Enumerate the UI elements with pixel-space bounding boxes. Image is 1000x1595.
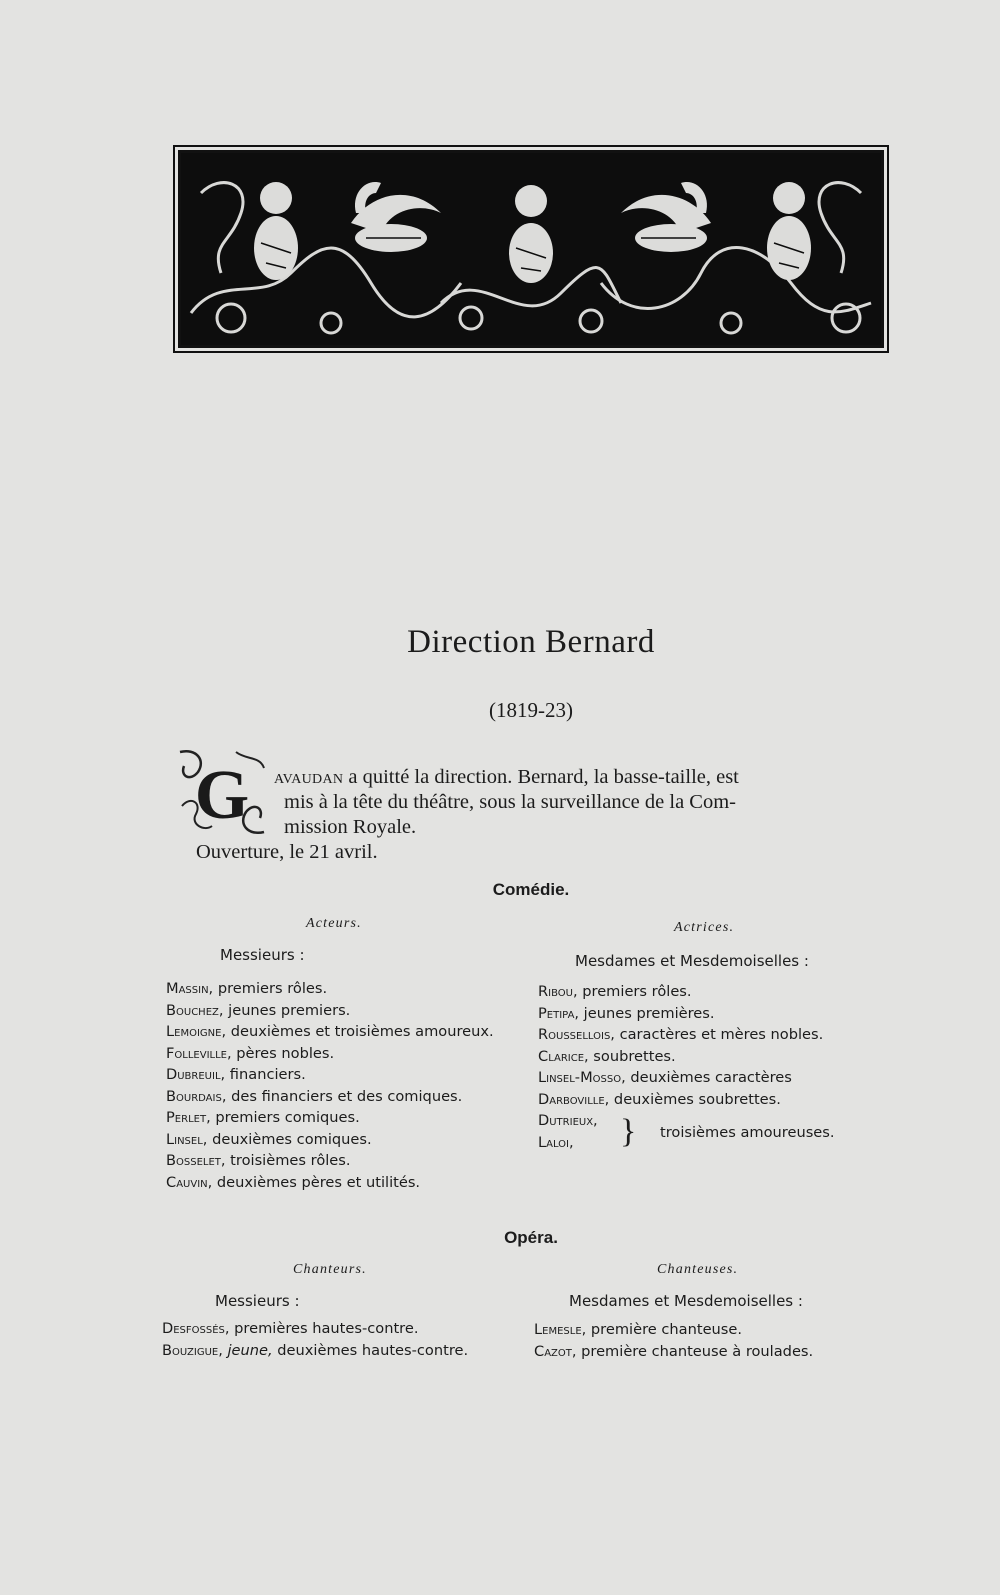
chanteurs-heading: Chanteurs. <box>293 1262 367 1277</box>
cast-entry <box>166 1150 494 1172</box>
cast-role: deuxièmes comiques. <box>207 1130 372 1148</box>
cast-name: Cazot, <box>534 1342 577 1360</box>
cast-qualifier: jeune, <box>222 1341 273 1359</box>
cast-entry <box>166 978 494 1000</box>
acteurs-salutation: Messieurs : <box>220 946 305 964</box>
cast-entry <box>166 1129 494 1151</box>
chanteurs-salutation: Messieurs : <box>215 1292 300 1310</box>
cast-entry <box>538 1003 823 1025</box>
cast-name: Darboville, <box>538 1090 610 1108</box>
cast-entry <box>538 1046 823 1068</box>
cast-role: des financiers et des comiques. <box>226 1087 463 1105</box>
cast-name: Bouchez, <box>166 1001 224 1019</box>
grouped-name-2: Laloi, <box>538 1134 574 1151</box>
cast-role: jeunes premiers. <box>223 1001 351 1019</box>
intro-paragraph <box>196 765 886 865</box>
cast-entry <box>166 1043 494 1065</box>
cast-role: caractères et mères nobles. <box>614 1026 824 1043</box>
cast-entry <box>166 1172 494 1194</box>
cast-role: deuxièmes pères et utilités. <box>212 1173 421 1191</box>
brace-mark: } <box>620 1113 637 1150</box>
cast-name: Lemesle, <box>534 1321 587 1338</box>
cast-role: premiers rôles. <box>213 980 328 997</box>
intro-line-1 <box>196 765 886 790</box>
cast-role: deuxièmes caractères <box>625 1069 792 1086</box>
cast-role: première chanteuse à roulades. <box>576 1342 814 1360</box>
grouped-name-1: Dutrieux, <box>538 1112 598 1129</box>
cast-role: premiers comiques. <box>210 1109 360 1126</box>
page-title: Direction Bernard <box>407 624 655 660</box>
acteurs-list <box>166 978 494 1193</box>
cast-name: Bosselet, <box>166 1152 226 1169</box>
dropcap-letter: G <box>194 757 250 834</box>
cast-role: deuxièmes et troisièmes amoureux. <box>226 1023 494 1040</box>
cast-entry <box>534 1341 813 1363</box>
cast-role: soubrettes. <box>588 1047 676 1065</box>
grouped-role: troisièmes amoureuses. <box>660 1124 835 1141</box>
cast-role: première chanteuse. <box>586 1321 743 1338</box>
cast-entry <box>166 1000 494 1022</box>
cast-role: pères nobles. <box>231 1044 335 1062</box>
cast-role: deuxièmes hautes-contre. <box>272 1341 469 1359</box>
cast-entry <box>162 1340 468 1362</box>
acteurs-heading: Acteurs. <box>306 916 362 931</box>
chanteuses-heading: Chanteuses. <box>657 1262 739 1277</box>
cast-name: Ribou, <box>538 983 578 1000</box>
cast-entry <box>538 1067 823 1089</box>
cast-entry <box>162 1318 468 1340</box>
cast-name: Lemoigne, <box>166 1023 227 1040</box>
cast-entry <box>534 1319 813 1341</box>
intro-line-4: Ouverture, le 21 avril. <box>196 841 378 863</box>
actrices-list <box>538 981 823 1110</box>
cast-role: premières hautes-contre. <box>229 1320 419 1337</box>
opera-heading: Opéra. <box>504 1228 558 1247</box>
cast-entry <box>538 1089 823 1111</box>
chanteurs-list <box>162 1318 468 1361</box>
cast-name: Linsel-Mosso, <box>538 1069 626 1086</box>
actrices-salutation: Mesdames et Mesdemoiselles : <box>575 952 809 970</box>
cast-entry <box>166 1021 494 1043</box>
cast-entry <box>166 1064 494 1086</box>
comedie-heading: Comédie. <box>492 880 570 899</box>
intro-line-2: mis à la tête du théâtre, sous la surveillance de la Com- <box>284 791 736 813</box>
cast-role: deuxièmes soubrettes. <box>609 1090 781 1108</box>
cast-name: Bourdais, <box>166 1087 227 1105</box>
actrices-heading: Actrices. <box>674 920 735 935</box>
ornamental-banner <box>178 150 884 348</box>
cast-role: financiers. <box>225 1066 306 1083</box>
cast-name: Petipa, <box>538 1004 580 1022</box>
cast-name: Clarice, <box>538 1047 589 1065</box>
cast-entry <box>538 981 823 1003</box>
cast-role: premiers rôles. <box>577 983 692 1000</box>
cast-role: troisièmes rôles. <box>225 1152 351 1169</box>
intro-line-3: mission Royale. <box>284 816 417 838</box>
cast-name: Folleville, <box>166 1044 232 1062</box>
cast-name: Perlet, <box>166 1109 211 1126</box>
date-range: (1819-23) <box>489 698 573 722</box>
cast-role: jeunes premières. <box>579 1004 715 1022</box>
cast-entry <box>166 1107 494 1129</box>
cast-name: Linsel, <box>166 1130 208 1148</box>
chanteuses-list <box>534 1319 813 1362</box>
intro-line-1-text: a quitté la direction. Bernard, la basse-taille, est <box>343 766 739 788</box>
cast-name: Bouzigue, <box>162 1341 223 1359</box>
intro-name: avaudan <box>274 766 344 788</box>
cast-name: Roussellois, <box>538 1026 615 1043</box>
cast-name: Cauvin, <box>166 1173 213 1191</box>
cast-name: Dubreuil, <box>166 1066 226 1083</box>
banner-illustration <box>181 153 881 345</box>
grouped-actrices <box>538 1112 848 1160</box>
cast-entry <box>538 1024 823 1046</box>
cast-entry <box>166 1086 494 1108</box>
chanteuses-salutation: Mesdames et Mesdemoiselles : <box>569 1292 803 1310</box>
cast-name: Desfossés, <box>162 1320 230 1337</box>
cast-name: Massin, <box>166 980 214 997</box>
